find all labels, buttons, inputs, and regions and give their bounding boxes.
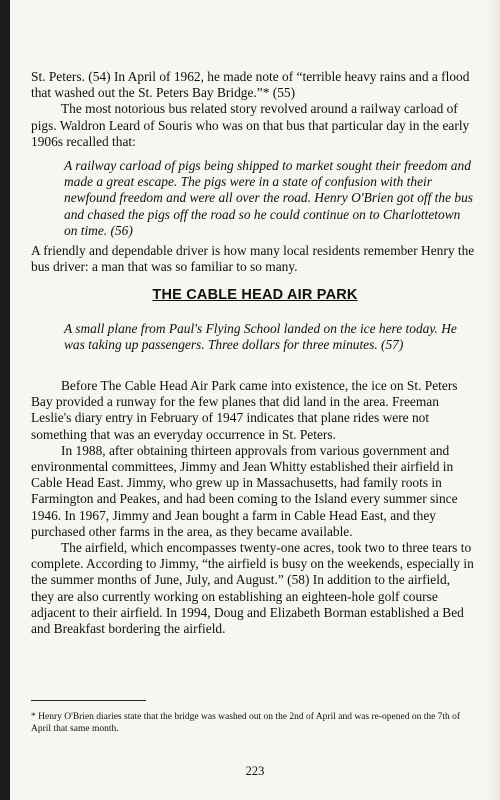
body-block-2 [31,243,476,275]
book-page [10,0,500,800]
paragraph: Before The Cable Head Air Park came into existence, the ice on St. Peters Bay provided a runway for the few planes that did land in the area. Freeman Leslie's diary entry in February of 1947 indicates that plane rides were not something that was an everyday occurrence in St. Peters. [31,378,458,442]
body-block-1 [31,69,476,150]
section-heading: THE CABLE HEAD AIR PARK [152,287,358,303]
paragraph: A friendly and dependable driver is how many local residents remember Henry the bus driver: a man that was so familiar to so many. [31,243,475,275]
footnote: * Henry O'Brien diaries state that the bridge was washed out on the 2nd of April and was re-opened on the 7th of April that same month. [31,712,461,734]
page-number: 223 [245,764,265,778]
footnote-rule [31,700,146,701]
block-quote-pigs: A railway carload of pigs being shipped to market sought their freedom and made a great escape. The pigs were in a state of confusion with their newfound freedom and were all over the road. Henry O'Brien got off the bus and chased the pigs off the road so he could continue on to Charlottetown on time. (56) [64,158,473,238]
block-quote-plane: A small plane from Paul's Flying School landed on the ice here today. He was taking up passengers. Three dollars for three minutes. (57) [64,321,457,353]
page-edge [486,0,500,800]
paragraph: St. Peters. (54) In April of 1962, he made note of “terrible heavy rains and a flood that washed out the St. Peters Bay Bridge.”* (55) [31,69,470,101]
paragraph: The airfield, which encompasses twenty-one acres, took two to three tears to complete. According to Jimmy, “the airfield is busy on the weekends, especially in the summer months of June, July, and August.” (58) In addition to the airfield, they are also currently working on establishing an eighteen-hole golf course adjacent to their airfield. In 1994, Doug and Elizabeth Borman established a Bed and Breakfast bordering the airfield. [31,540,474,637]
paragraph: The most notorious bus related story revolved around a railway carload of pigs. Waldron Leard of Souris who was on that bus that particular day in the early 1906s recalled that: [31,101,470,149]
paragraph: In 1988, after obtaining thirteen approvals from various government and environmental committees, Jimmy and Jean Whitty established their airfield in Cable Head East. Jimmy, who grew up in Massachusetts, had family roots in Farmington and Peakes, and had been coming to the Island every summer since 1946. In 1967, Jimmy and Jean bought a farm in Cable Head East, and they purchased other farms in the area, as they became available. [31,442,458,539]
body-block-3 [31,378,476,637]
